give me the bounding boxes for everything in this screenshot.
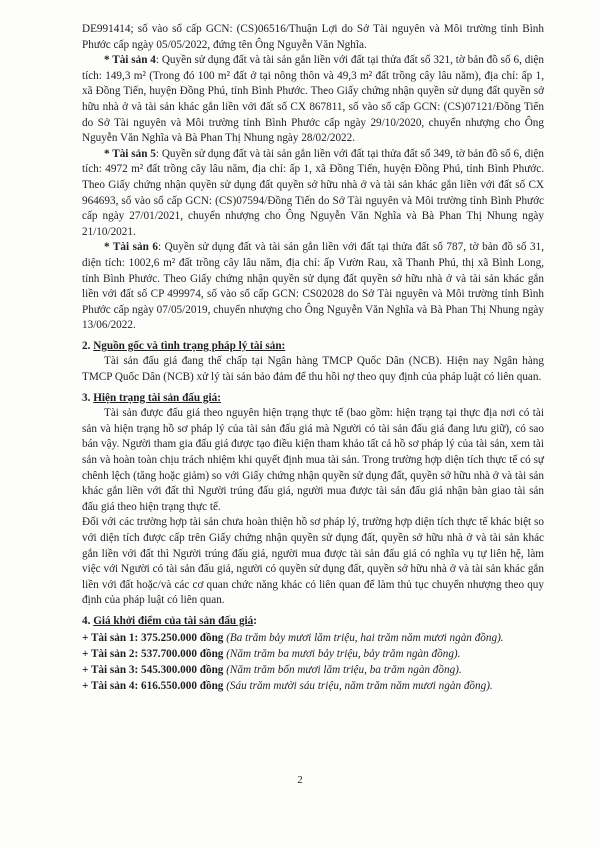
price-label: + Tài sản 3: 545.300.000 đồng: [82, 663, 224, 676]
section-2-title: Nguồn gốc và tình trạng pháp lý tài sản:: [93, 339, 286, 352]
price-label: + Tài sản 2: 537.700.000 đồng: [82, 647, 224, 660]
asset-5-paragraph: [82, 147, 544, 241]
section-4-colon: :: [253, 614, 257, 627]
section-3-heading: [82, 391, 544, 407]
price-line-asset-4: [82, 678, 544, 694]
section-3-number: 3.: [82, 391, 94, 404]
price-in-words: (Năm trăm ba mươi bảy triệu, bảy trăm ngàn đồng).: [223, 647, 461, 660]
asset-6-text: : Quyền sử dụng đất và tài sản gắn liền với đất tại thửa đất số 787, tờ bản đồ số 31, diện tích: 1002,6 m² đất trồng cây lâu năm, địa chỉ: ấp Vườn Rau, xã Thanh Phú, thị xã Bình Long, tỉnh Bình Phước. Theo Giấy chứng nhận quyền sử dụng đất quyền sở hữu nhà ở và tài sản khác gắn liền với đất số CP 499974, số vào sổ cấp GCN: CS02028 do Sở Tài nguyên và Môi trường tỉnh Bình Phước cấp ngày 07/05/2019, chuyển nhượng cho Ông Nguyễn Văn Nghĩa và Bà Phan Thị Nhung ngày 13/06/2022.: [82, 241, 544, 332]
section-2-number: 2.: [82, 339, 94, 352]
asset-5-label: * Tài sản 5: [104, 147, 156, 160]
section-3-body-1: Tài sản được đấu giá theo nguyên hiện trạng thực tế (bao gồm: hiện trạng tại thực địa nơi có tài sản và hiện trạng hồ sơ pháp lý của tài sản đấu giá mà Người có tài sản đấu giá đang lưu giữ), có sao bán vậy. Người tham gia đấu giá được tạo điều kiện tham khảo tất cả hồ sơ pháp lý của tài sản, xem tài sản và hoàn toàn chịu trách nhiệm khi quyết định mua tài sản. Trong trường hợp diện tích thực tế có sự chênh lệch (tăng hoặc giảm) so với Giấy chứng nhận quyền sử dụng đất, quyền sở hữu nhà ở và tài sản khác gắn liền với đất thì Người trúng đấu giá, người mua được tài sản đấu giá nhận bàn giao tài sản đấu giá theo hiện trạng thực tế.: [82, 407, 544, 513]
section-2-body: Tài sản đấu giá đang thế chấp tại Ngân hàng TMCP Quốc Dân (NCB). Hiện nay Ngân hàng TMCP Quốc Dân (NCB) xử lý tài sản bảo đảm để thu hồi nợ theo quy định của pháp luật có liên quan.: [82, 355, 544, 384]
asset-6-label: * Tài sản 6: [104, 241, 158, 254]
asset-5-text: : Quyền sử dụng đất và tài sản gắn liền với đất tại thửa đất số 349, tờ bản đồ số 6, diện tích: 4972 m² đất trồng cây lâu năm, địa chỉ: ấp 1, xã Đồng Tiến, huyện Đồng Phú, tỉnh Bình Phước. Theo Giấy chứng nhận quyền sử dụng đất quyền sở hữu nhà ở và tài sản khác gắn liền với đất số CX 964693, số vào sổ cấp GCN: (CS)07594/Đồng Tiến do Sở Tài nguyên và Môi trường tỉnh Bình Phước cấp ngày 27/01/2021, chuyển nhượng cho Ông Nguyễn Văn Nghĩa và Bà Phan Thị Nhung ngày 21/10/2021.: [82, 147, 544, 238]
section-4-title: Giá khởi điểm của tài sản đấu giá: [93, 614, 254, 627]
price-line-asset-1: [82, 630, 544, 646]
section-4-heading: [82, 614, 544, 630]
section-2-heading: [82, 339, 544, 355]
price-line-asset-3: [82, 662, 544, 678]
price-label: + Tài sản 4: 616.550.000 đồng: [82, 679, 224, 692]
asset-6-paragraph: [82, 240, 544, 334]
asset-4-label: * Tài sản 4: [104, 54, 156, 67]
price-line-asset-2: [82, 646, 544, 662]
paragraph-continuation: DE991414; số vào sổ cấp GCN: (CS)06516/Thuận Lợi do Sở Tài nguyên và Môi trường tỉnh Bình Phước cấp ngày 05/05/2022, đứng tên Ông Nguyễn Văn Nghĩa.: [82, 23, 544, 51]
section-3-title: Hiện trạng tài sản đấu giá:: [93, 391, 221, 404]
price-label: + Tài sản 1: 375.250.000 đồng: [82, 631, 224, 644]
asset-4-paragraph: [82, 53, 544, 147]
asset-4-text: : Quyền sử dụng đất và tài sản gắn liền với đất tại thửa đất số 321, tờ bản đồ số 6, diện tích: 149,3 m² (Trong đó 100 m² đất ở tại nông thôn và 49,3 m² đất trồng cây lâu năm), địa chỉ: ấp 1, xã Đồng Tiến, huyện Đồng Phú, tỉnh Bình Phước. Theo Giấy chứng nhận quyền sử dụng đất quyền sở hữu nhà ở và tài sản khác gắn liền với đất số CX 867811, số vào sổ cấp GCN: (CS)07121/Đồng Tiến do Sở Tài nguyên và Môi trường tỉnh Bình Phước cấp ngày 29/10/2020, chuyển nhượng cho Ông Nguyễn Văn Nghĩa và Bà Phan Thị Nhung ngày 28/02/2022.: [82, 54, 544, 145]
section-3-body-2: Đối với các trường hợp tài sản chưa hoàn thiện hồ sơ pháp lý, trường hợp diện tích thực tế khác biệt so với diện tích được cấp trên Giấy chứng nhận quyền sử dụng đất, quyền sở hữu nhà ở và tài sản khác gắn liền với đất thì Người trúng đấu giá, người mua được tài sản đấu giá có nghĩa vụ tự liên hệ, làm việc với Người có tài sản đấu giá, người có quyền sử dụng đất, quyền sở hữu nhà ở và tài sản khác gắn liền với đất hoặc/và các cơ quan chức năng khác có liên quan để làm thủ tục chuyển nhượng theo quy định của pháp luật có liên quan.: [82, 516, 544, 607]
page-number: 2: [297, 774, 303, 786]
price-in-words: (Sáu trăm mười sáu triệu, năm trăm năm mươi ngàn đồng).: [223, 679, 493, 692]
price-in-words: (Ba trăm bảy mươi lăm triệu, hai trăm năm mươi ngàn đồng).: [223, 631, 504, 644]
price-in-words: (Năm trăm bốn mươi lăm triệu, ba trăm ngàn đồng).: [223, 663, 462, 676]
section-4-number: 4.: [82, 614, 94, 627]
